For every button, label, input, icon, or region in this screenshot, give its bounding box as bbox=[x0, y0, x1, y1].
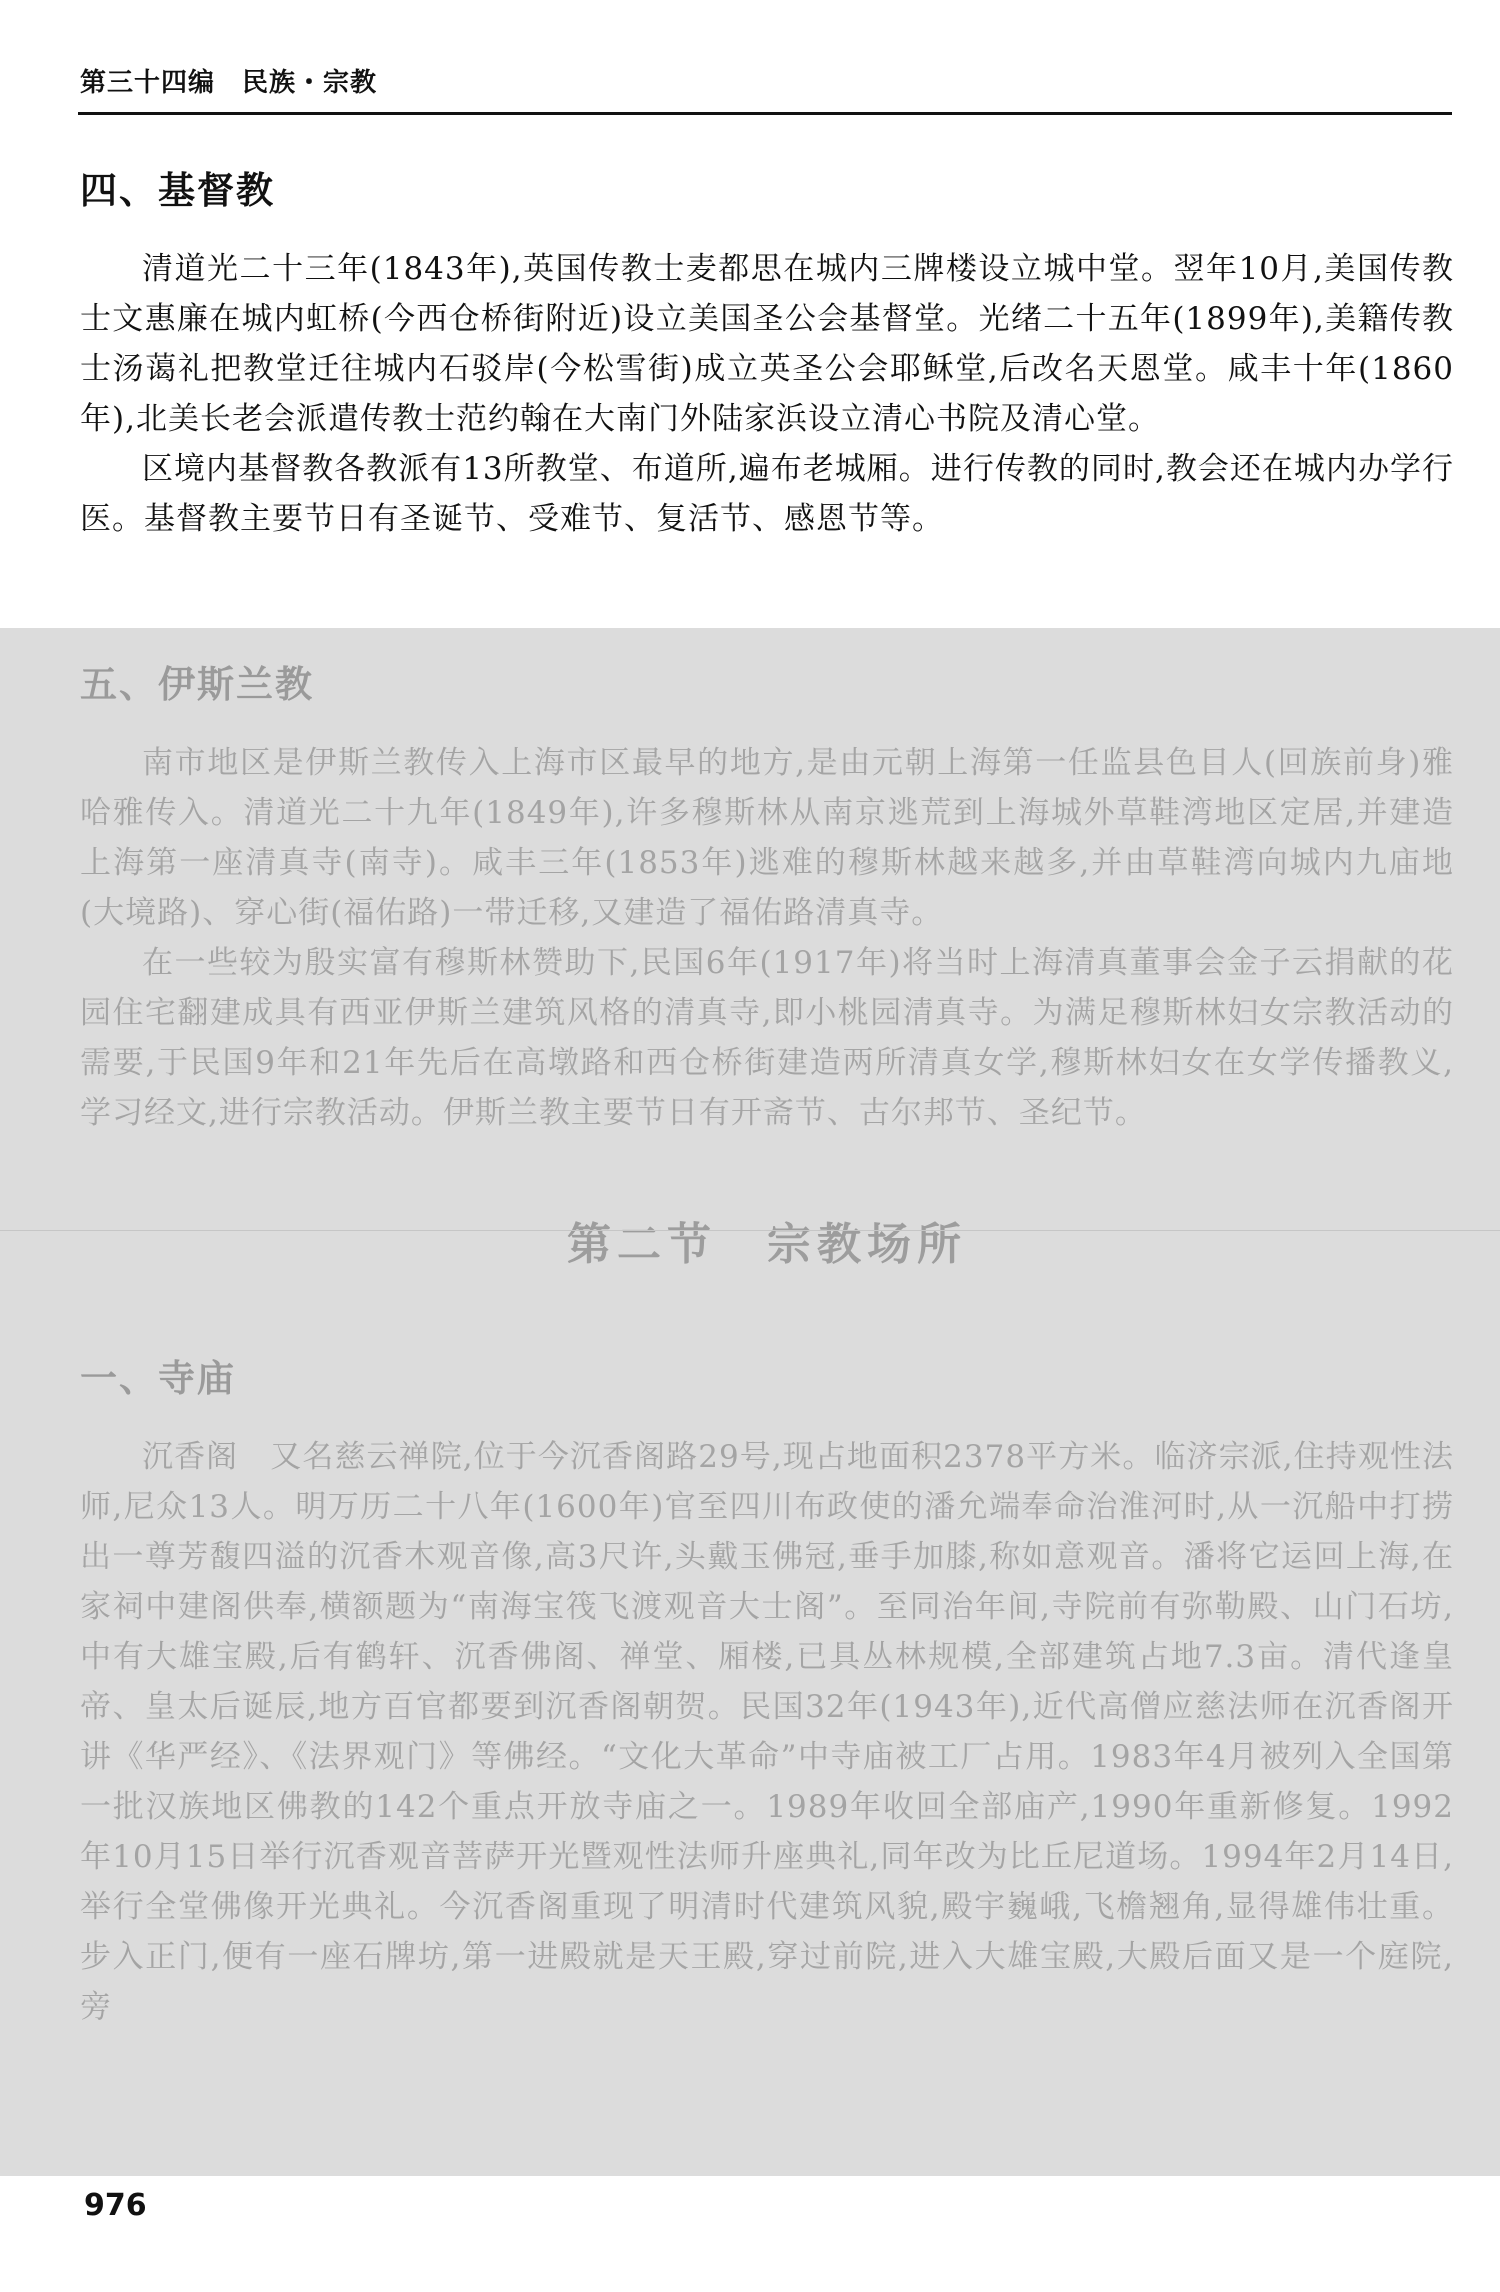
header-rule bbox=[78, 112, 1452, 115]
section-christianity bbox=[80, 160, 1454, 544]
running-header: 第三十四编 民族・宗教 bbox=[80, 68, 378, 98]
page-number: 976 bbox=[84, 2188, 147, 2223]
paragraph: 区境内基督教各教派有13所教堂、布道所,遍布老城厢。进行传教的同时,教会还在城内办学行医。基督教主要节日有圣诞节、受难节、复活节、感恩节等。 bbox=[80, 451, 1454, 537]
paragraph: 南市地区是伊斯兰教传入上海市区最早的地方,是由元朝上海第一任监县色目人(回族前身)雅哈雅传入。清道光二十九年(1849年),许多穆斯林从南京逃荒到上海城外草鞋湾地区定居,并建造上海第一座清真寺(南寺)。咸丰三年(1853年)逃难的穆斯林越来越多,并由草鞋湾向城内九庙地(大境路)、穿心街(福佑路)一带迁移,又建造了福佑路清真寺。 bbox=[80, 745, 1454, 931]
paragraph: 沉香阁 又名慈云禅院,位于今沉香阁路29号,现占地面积2378平方米。临济宗派,住持观性法师,尼众13人。明万历二十八年(1600年)官至四川布政使的潘允端奉命治淮河时,从一沉船中打捞出一尊芳馥四溢的沉香木观音像,高3尺许,头戴玉佛冠,垂手加膝,称如意观音。潘将它运回上海,在家祠中建阁供奉,横额题为“南海宝筏飞渡观音大士阁”。至同治年间,寺院前有弥勒殿、山门石坊,中有大雄宝殿,后有鹤轩、沉香佛阁、禅堂、厢楼,已具丛林规模,全部建筑占地7.3亩。清代逢皇帝、皇太后诞辰,地方百官都要到沉香阁朝贺。民国32年(1943年),近代高僧应慈法师在沉香阁开讲《华严经》、《法界观门》等佛经。“文化大革命”中寺庙被工厂占用。1983年4月被列入全国第一批汉族地区佛教的142个重点开放寺庙之一。1989年收回全部庙产,1990年重新修复。1992年10月15日举行沉香观音菩萨开光暨观性法师升座典礼,同年改为比丘尼道场。1994年2月14日,举行全堂佛像开光典礼。今沉香阁重现了明清时代建筑风貌,殿宇巍峨,飞檐翘角,显得雄伟壮重。步入正门,便有一座石牌坊,第一进殿就是天王殿,穿过前院,进入大雄宝殿,大殿后面又是一个庭院,旁 bbox=[80, 1439, 1454, 2025]
band-divider bbox=[0, 1230, 1500, 1231]
section-title-islam: 五、伊斯兰教 bbox=[80, 663, 314, 706]
section-title-christianity: 四、基督教 bbox=[80, 169, 275, 212]
paragraph: 在一些较为殷实富有穆斯林赞助下,民国6年(1917年)将当时上海清真董事会金子云捐献的花园住宅翻建成具有西亚伊斯兰建筑风格的清真寺,即小桃园清真寺。为满足穆斯林妇女宗教活动的需要,于民国9年和21年先后在高墩路和西仓桥街建造两所清真女学,穆斯林妇女在女学传播教义,学习经文,进行宗教活动。伊斯兰教主要节日有开斋节、古尔邦节、圣纪节。 bbox=[80, 945, 1454, 1131]
paragraph: 清道光二十三年(1843年),英国传教士麦都思在城内三牌楼设立城中堂。翌年10月,美国传教士文惠廉在城内虹桥(今西仓桥街附近)设立美国圣公会基督堂。光绪二十五年(1899年),美籍传教士汤蔼礼把教堂迁往城内石驳岸(今松雪街)成立英圣公会耶稣堂,后改名天恩堂。咸丰十年(1860年),北美长老会派遣传教士范约翰在大南门外陆家浜设立清心书院及清心堂。 bbox=[80, 251, 1454, 437]
highlighted-region bbox=[0, 628, 1500, 2176]
chapter-title: 第二节 宗教场所 bbox=[567, 1219, 967, 1270]
section-title-temples: 一、寺庙 bbox=[80, 1357, 236, 1400]
